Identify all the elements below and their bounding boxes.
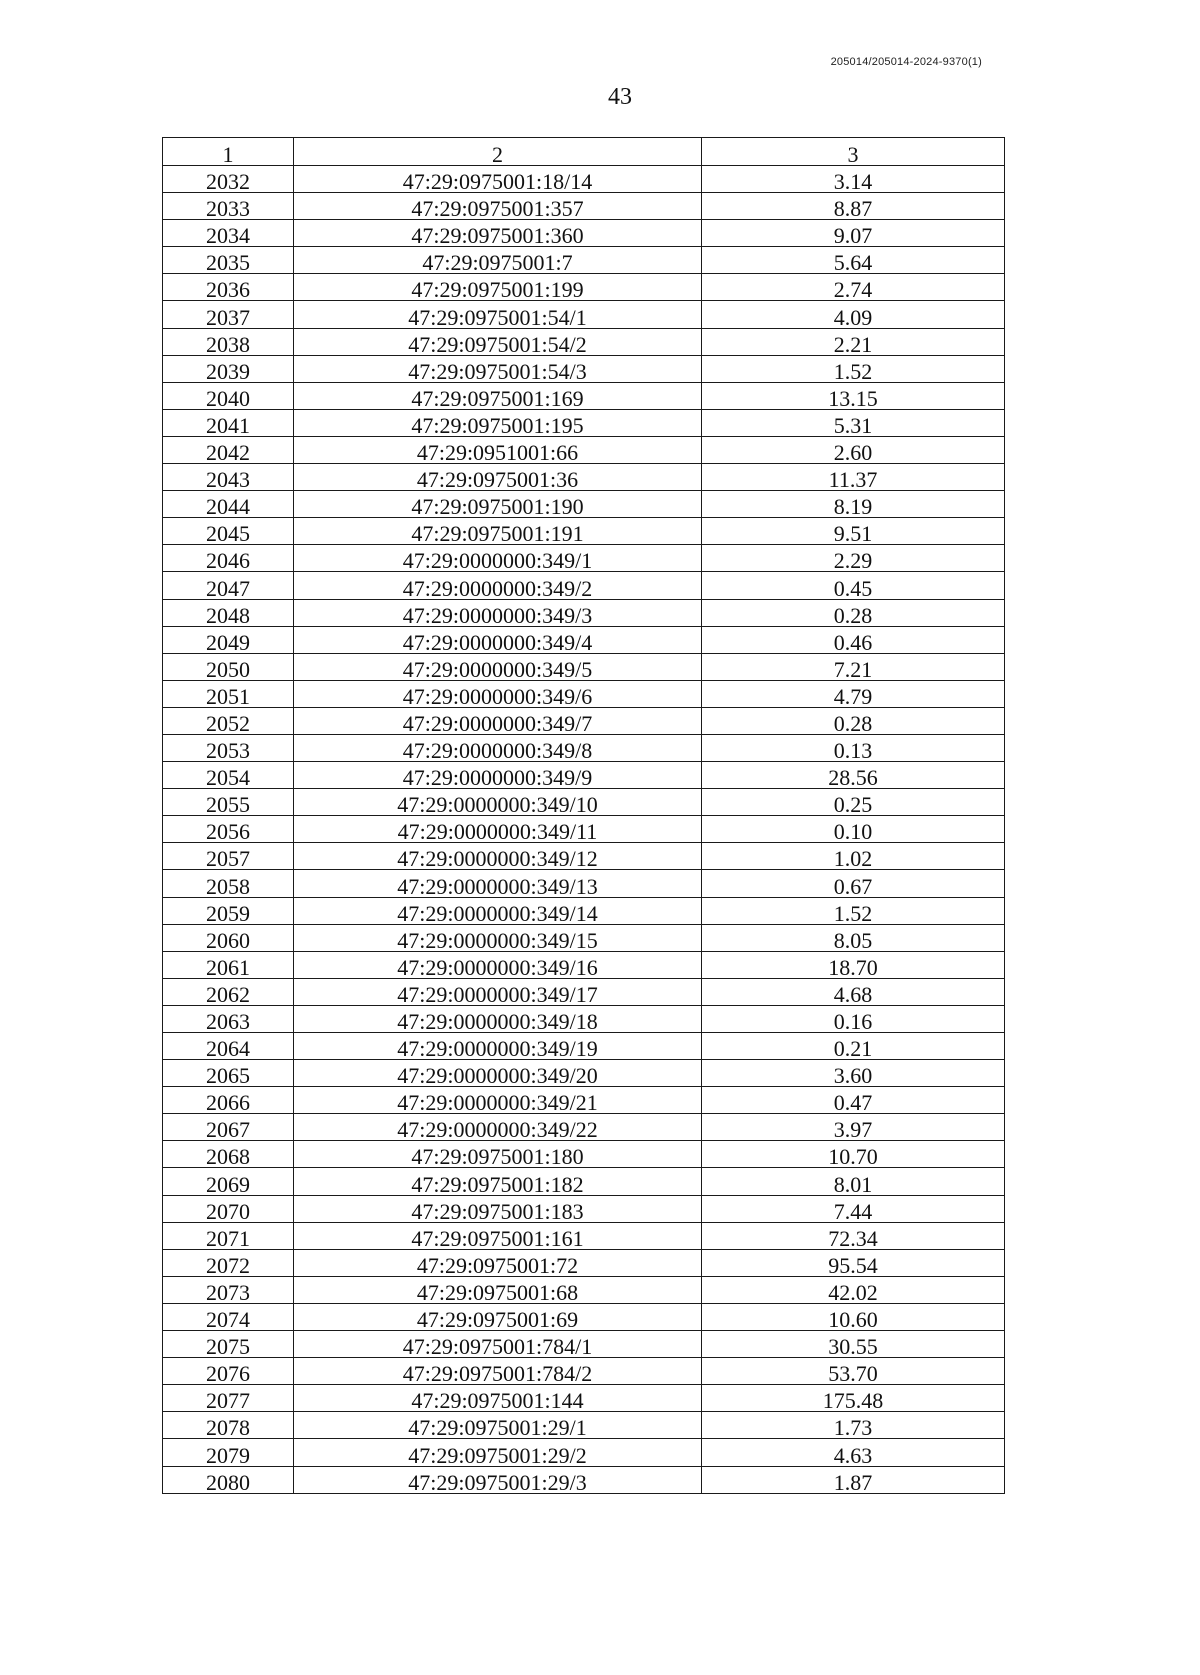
cadastral-number-cell: 47:29:0975001:72 — [294, 1249, 702, 1276]
area-value-cell: 95.54 — [702, 1249, 1005, 1276]
row-number-cell: 2063 — [163, 1005, 294, 1032]
area-value-cell: 1.02 — [702, 843, 1005, 870]
row-number-cell: 2074 — [163, 1303, 294, 1330]
cadastral-number-cell: 47:29:0975001:7 — [294, 247, 702, 274]
cadastral-number-cell: 47:29:0000000:349/14 — [294, 897, 702, 924]
cadastral-number-cell: 47:29:0975001:357 — [294, 193, 702, 220]
area-value-cell: 8.05 — [702, 924, 1005, 951]
area-value-cell: 4.79 — [702, 680, 1005, 707]
cadastral-number-cell: 47:29:0975001:54/1 — [294, 301, 702, 328]
area-value-cell: 0.28 — [702, 599, 1005, 626]
row-number-cell: 2079 — [163, 1439, 294, 1466]
area-value-cell: 18.70 — [702, 951, 1005, 978]
area-value-cell: 4.63 — [702, 1439, 1005, 1466]
area-value-cell: 10.60 — [702, 1303, 1005, 1330]
row-number-cell: 2070 — [163, 1195, 294, 1222]
cadastral-number-cell: 47:29:0975001:68 — [294, 1276, 702, 1303]
row-number-cell: 2057 — [163, 843, 294, 870]
area-value-cell: 5.31 — [702, 409, 1005, 436]
row-number-cell: 2041 — [163, 409, 294, 436]
table-row — [163, 382, 1005, 409]
row-number-cell: 2068 — [163, 1141, 294, 1168]
table-row — [163, 951, 1005, 978]
table-row — [163, 626, 1005, 653]
area-value-cell: 13.15 — [702, 382, 1005, 409]
cadastral-number-cell: 47:29:0975001:69 — [294, 1303, 702, 1330]
row-number-cell: 2044 — [163, 491, 294, 518]
cadastral-number-cell: 47:29:0975001:784/2 — [294, 1358, 702, 1385]
header-cell: 1 — [163, 138, 294, 166]
area-value-cell: 0.45 — [702, 572, 1005, 599]
area-value-cell: 0.46 — [702, 626, 1005, 653]
page-number: 43 — [608, 84, 632, 110]
table-row — [163, 1466, 1005, 1493]
header-cell: 3 — [702, 138, 1005, 166]
area-value-cell: 5.64 — [702, 247, 1005, 274]
area-value-cell: 7.44 — [702, 1195, 1005, 1222]
row-number-cell: 2035 — [163, 247, 294, 274]
row-number-cell: 2036 — [163, 274, 294, 301]
row-number-cell: 2069 — [163, 1168, 294, 1195]
table-row — [163, 220, 1005, 247]
row-number-cell: 2058 — [163, 870, 294, 897]
document-id: 205014/205014-2024-9370(1) — [830, 56, 982, 68]
cadastral-number-cell: 47:29:0000000:349/4 — [294, 626, 702, 653]
row-number-cell: 2033 — [163, 193, 294, 220]
cadastral-number-cell: 47:29:0975001:36 — [294, 464, 702, 491]
area-value-cell: 0.16 — [702, 1005, 1005, 1032]
row-number-cell: 2078 — [163, 1412, 294, 1439]
cadastral-number-cell: 47:29:0000000:349/8 — [294, 734, 702, 761]
cadastral-number-cell: 47:29:0975001:191 — [294, 518, 702, 545]
area-value-cell: 2.29 — [702, 545, 1005, 572]
area-value-cell: 9.51 — [702, 518, 1005, 545]
table-row — [163, 301, 1005, 328]
area-value-cell: 0.67 — [702, 870, 1005, 897]
cadastral-number-cell: 47:29:0000000:349/17 — [294, 978, 702, 1005]
cadastral-number-cell: 47:29:0000000:349/5 — [294, 653, 702, 680]
area-value-cell: 1.52 — [702, 897, 1005, 924]
area-value-cell: 3.60 — [702, 1060, 1005, 1087]
cadastral-number-cell: 47:29:0975001:29/1 — [294, 1412, 702, 1439]
table-row — [163, 193, 1005, 220]
area-value-cell: 1.87 — [702, 1466, 1005, 1493]
table-row — [163, 247, 1005, 274]
table-row — [163, 707, 1005, 734]
table-body — [163, 138, 1005, 1494]
cadastral-number-cell: 47:29:0951001:66 — [294, 436, 702, 463]
table-row — [163, 1114, 1005, 1141]
row-number-cell: 2050 — [163, 653, 294, 680]
area-value-cell: 10.70 — [702, 1141, 1005, 1168]
table-row — [163, 1033, 1005, 1060]
row-number-cell: 2052 — [163, 707, 294, 734]
row-number-cell: 2038 — [163, 328, 294, 355]
cadastral-number-cell: 47:29:0975001:18/14 — [294, 166, 702, 193]
row-number-cell: 2061 — [163, 951, 294, 978]
table-row — [163, 734, 1005, 761]
cadastral-number-cell: 47:29:0975001:29/2 — [294, 1439, 702, 1466]
cadastral-number-cell: 47:29:0975001:199 — [294, 274, 702, 301]
row-number-cell: 2048 — [163, 599, 294, 626]
cadastral-number-cell: 47:29:0975001:190 — [294, 491, 702, 518]
row-number-cell: 2042 — [163, 436, 294, 463]
area-value-cell: 72.34 — [702, 1222, 1005, 1249]
table-row — [163, 843, 1005, 870]
header-cell: 2 — [294, 138, 702, 166]
row-number-cell: 2051 — [163, 680, 294, 707]
row-number-cell: 2053 — [163, 734, 294, 761]
row-number-cell: 2066 — [163, 1087, 294, 1114]
cadastral-number-cell: 47:29:0000000:349/11 — [294, 816, 702, 843]
cadastral-number-cell: 47:29:0000000:349/7 — [294, 707, 702, 734]
area-value-cell: 0.28 — [702, 707, 1005, 734]
table-row — [163, 274, 1005, 301]
table-row — [163, 1168, 1005, 1195]
cadastral-number-cell: 47:29:0975001:169 — [294, 382, 702, 409]
cadastral-number-cell: 47:29:0000000:349/2 — [294, 572, 702, 599]
table-row — [163, 978, 1005, 1005]
row-number-cell: 2037 — [163, 301, 294, 328]
area-value-cell: 11.37 — [702, 464, 1005, 491]
cadastral-number-cell: 47:29:0000000:349/10 — [294, 789, 702, 816]
table-row — [163, 166, 1005, 193]
cadastral-number-cell: 47:29:0000000:349/20 — [294, 1060, 702, 1087]
table-row — [163, 1358, 1005, 1385]
table-row — [163, 816, 1005, 843]
row-number-cell: 2060 — [163, 924, 294, 951]
row-number-cell: 2039 — [163, 355, 294, 382]
area-value-cell: 0.25 — [702, 789, 1005, 816]
table-row — [163, 409, 1005, 436]
area-value-cell: 0.47 — [702, 1087, 1005, 1114]
table-row — [163, 436, 1005, 463]
table-row — [163, 518, 1005, 545]
row-number-cell: 2064 — [163, 1033, 294, 1060]
row-number-cell: 2055 — [163, 789, 294, 816]
area-value-cell: 53.70 — [702, 1358, 1005, 1385]
row-number-cell: 2047 — [163, 572, 294, 599]
area-value-cell: 8.19 — [702, 491, 1005, 518]
cadastral-number-cell: 47:29:0000000:349/16 — [294, 951, 702, 978]
table-row — [163, 328, 1005, 355]
cadastral-number-cell: 47:29:0975001:180 — [294, 1141, 702, 1168]
cadastral-number-cell: 47:29:0000000:349/9 — [294, 762, 702, 789]
row-number-cell: 2065 — [163, 1060, 294, 1087]
area-value-cell: 42.02 — [702, 1276, 1005, 1303]
row-number-cell: 2056 — [163, 816, 294, 843]
row-number-cell: 2054 — [163, 762, 294, 789]
cadastral-number-cell: 47:29:0975001:54/3 — [294, 355, 702, 382]
area-value-cell: 0.10 — [702, 816, 1005, 843]
row-number-cell: 2067 — [163, 1114, 294, 1141]
area-value-cell: 8.87 — [702, 193, 1005, 220]
area-value-cell: 2.74 — [702, 274, 1005, 301]
row-number-cell: 2032 — [163, 166, 294, 193]
table-row — [163, 1222, 1005, 1249]
table-row — [163, 1195, 1005, 1222]
table-row — [163, 1087, 1005, 1114]
row-number-cell: 2040 — [163, 382, 294, 409]
cadastral-number-cell: 47:29:0975001:182 — [294, 1168, 702, 1195]
area-value-cell: 0.21 — [702, 1033, 1005, 1060]
row-number-cell: 2059 — [163, 897, 294, 924]
row-number-cell: 2073 — [163, 1276, 294, 1303]
area-value-cell: 4.09 — [702, 301, 1005, 328]
area-value-cell: 3.14 — [702, 166, 1005, 193]
table-row — [163, 789, 1005, 816]
table-row — [163, 762, 1005, 789]
cadastral-number-cell: 47:29:0000000:349/1 — [294, 545, 702, 572]
row-number-cell: 2049 — [163, 626, 294, 653]
cadastral-number-cell: 47:29:0000000:349/22 — [294, 1114, 702, 1141]
table-row — [163, 870, 1005, 897]
table-row — [163, 1060, 1005, 1087]
area-value-cell: 4.68 — [702, 978, 1005, 1005]
table-row — [163, 1303, 1005, 1330]
row-number-cell: 2045 — [163, 518, 294, 545]
table-row — [163, 1249, 1005, 1276]
table-row — [163, 924, 1005, 951]
row-number-cell: 2077 — [163, 1385, 294, 1412]
cadastral-number-cell: 47:29:0975001:195 — [294, 409, 702, 436]
cadastral-number-cell: 47:29:0975001:784/1 — [294, 1331, 702, 1358]
area-value-cell: 8.01 — [702, 1168, 1005, 1195]
table-row — [163, 1439, 1005, 1466]
cadastral-number-cell: 47:29:0000000:349/13 — [294, 870, 702, 897]
table-row — [163, 1331, 1005, 1358]
area-value-cell: 30.55 — [702, 1331, 1005, 1358]
area-value-cell: 1.52 — [702, 355, 1005, 382]
table-header-row — [163, 138, 1005, 166]
table-row — [163, 653, 1005, 680]
area-value-cell: 3.97 — [702, 1114, 1005, 1141]
cadastral-number-cell: 47:29:0975001:29/3 — [294, 1466, 702, 1493]
row-number-cell: 2080 — [163, 1466, 294, 1493]
table-row — [163, 1276, 1005, 1303]
area-value-cell: 9.07 — [702, 220, 1005, 247]
table-row — [163, 572, 1005, 599]
cadastral-number-cell: 47:29:0975001:54/2 — [294, 328, 702, 355]
table-row — [163, 491, 1005, 518]
table-row — [163, 1005, 1005, 1032]
table-row — [163, 897, 1005, 924]
table-row — [163, 545, 1005, 572]
table-row — [163, 1385, 1005, 1412]
area-value-cell: 2.60 — [702, 436, 1005, 463]
row-number-cell: 2075 — [163, 1331, 294, 1358]
area-value-cell: 0.13 — [702, 734, 1005, 761]
table-row — [163, 680, 1005, 707]
area-value-cell: 7.21 — [702, 653, 1005, 680]
cadastral-number-cell: 47:29:0000000:349/15 — [294, 924, 702, 951]
row-number-cell: 2072 — [163, 1249, 294, 1276]
area-value-cell: 28.56 — [702, 762, 1005, 789]
table-row — [163, 1412, 1005, 1439]
table-row — [163, 355, 1005, 382]
cadastral-number-cell: 47:29:0000000:349/21 — [294, 1087, 702, 1114]
cadastral-number-cell: 47:29:0000000:349/6 — [294, 680, 702, 707]
data-table — [162, 137, 1005, 1494]
area-value-cell: 2.21 — [702, 328, 1005, 355]
area-value-cell: 1.73 — [702, 1412, 1005, 1439]
cadastral-number-cell: 47:29:0000000:349/3 — [294, 599, 702, 626]
cadastral-number-cell: 47:29:0000000:349/19 — [294, 1033, 702, 1060]
row-number-cell: 2046 — [163, 545, 294, 572]
cadastral-number-cell: 47:29:0000000:349/18 — [294, 1005, 702, 1032]
table-row — [163, 1141, 1005, 1168]
table-row — [163, 599, 1005, 626]
row-number-cell: 2071 — [163, 1222, 294, 1249]
cadastral-number-cell: 47:29:0975001:144 — [294, 1385, 702, 1412]
cadastral-number-cell: 47:29:0975001:161 — [294, 1222, 702, 1249]
cadastral-number-cell: 47:29:0975001:360 — [294, 220, 702, 247]
cadastral-number-cell: 47:29:0000000:349/12 — [294, 843, 702, 870]
area-value-cell: 175.48 — [702, 1385, 1005, 1412]
table-row — [163, 464, 1005, 491]
row-number-cell: 2043 — [163, 464, 294, 491]
row-number-cell: 2062 — [163, 978, 294, 1005]
row-number-cell: 2034 — [163, 220, 294, 247]
row-number-cell: 2076 — [163, 1358, 294, 1385]
cadastral-number-cell: 47:29:0975001:183 — [294, 1195, 702, 1222]
